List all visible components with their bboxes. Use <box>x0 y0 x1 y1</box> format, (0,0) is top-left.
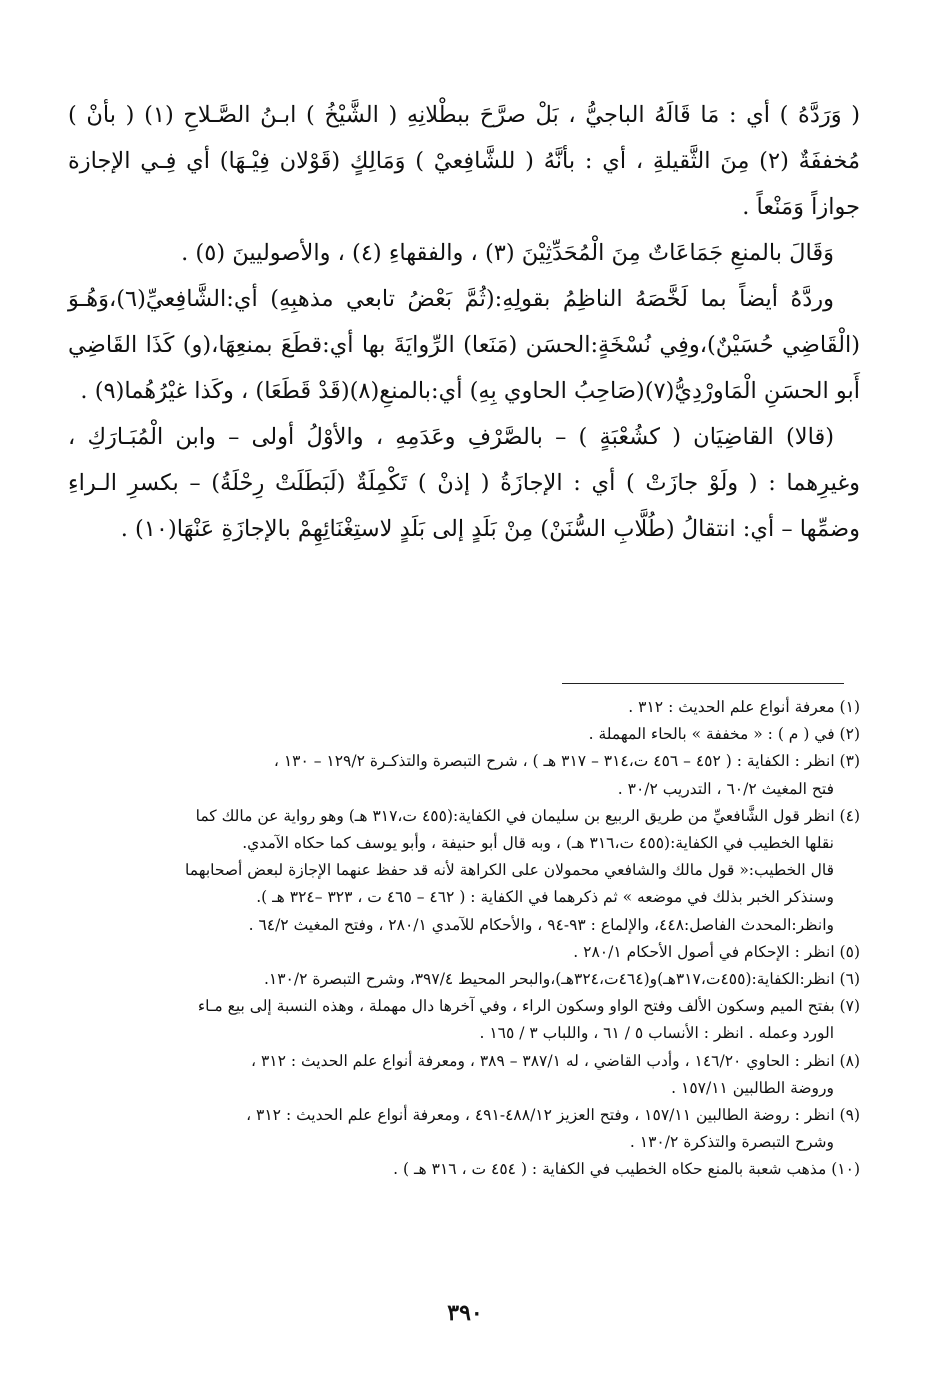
paragraph-4: (قالا) القاضِيَان ( كشُعْبَةٍ ) – بالصَّرْفِ وعَدَمِهِ ، والأوْلُ أولى – وابن الْمُبَـارَكِ ، وغيرِهما : ( ولَوْ جازَتْ ) أي : الإجازَةُ ( إذنْ ) تَكْمِلَةٌ (لَبَطَلَتْ رِحْلَةُ) – بكسرِ الـراءِ وضمِّها – أي: انتقالُ (طُلَّابِ السُّنَنْ) مِنْ بَلَدٍ إلى بَلَدٍ لاستِغْنَائِهِمْ بالإجازَةِ عَنْهَا(١٠) . <box>68 424 860 542</box>
footnote-9 <box>68 1102 860 1156</box>
main-text <box>68 92 860 552</box>
footnote-7 <box>68 993 860 1047</box>
footnote-line: فتح المغيث ٦٠/٢ ، التدريب ٣٠/٢ . <box>617 779 834 798</box>
footnote-line: (١) معرفة أنواع علم الحديث : ٣١٢ . <box>628 698 860 716</box>
footnote-6 <box>68 966 860 993</box>
footnote-line: وسنذكر الخبر بذلك في موضعه » ثم ذكرهما في الكفاية : ( ٤٦٢ – ٤٦٥ ت ، ٣٢٣ –٣٢٤ هـ ). <box>256 888 834 907</box>
paragraph-2: وَقَالَ بالمنعِ جَمَاعَاتٌ مِنَ الْمُحَدِّثِيْنَ (٣) ، والفقهاءِ (٤) ، والأصوليينَ (٥) . <box>181 240 834 266</box>
footnote-line: نقلها الخطيب في الكفاية:(٤٥٥ ت،٣١٦ هـ) ، وبه قال أبو حنيفة ، وأبو يوسف كما حكاه الآمدي. <box>242 834 834 853</box>
paragraph-3: وردَّهُ أيضاً بما لَخَّصَهُ الناظِمُ بقولِهِ:(ثُمَّ بَعْضُ تابعي مذهبِهِ) أي:الشَّافِعيِّ(٦)،وَهُـوَ (الْقَاضِي حُسَيْنٌ)،وفِي نُسْخَةٍ:الحسَن (مَنَعا) الرِّوايَةَ بها أي:قطَعَ بمنعِهَا،(و) كَذَا القَاضِي أَبو الحسَنِ الْمَاورْدِيُّ(٧)(صَاحِبُ الحاوي بِهِ) أي:بالمنعِ(٨)(قَدْ قَطَعَا) ، وكَذا غيْرُهُما(٩) . <box>68 286 860 404</box>
footnote-line: (١٠) مذهب شعبة بالمنع حكاه الخطيب في الكفاية : ( ٤٥٤ ت ، ٣١٦ هـ ) . <box>393 1160 860 1179</box>
footnote-10 <box>68 1156 860 1183</box>
footnote-8 <box>68 1048 860 1102</box>
footnote-line: (٩) انظر : روضة الطالبين ١٥٧/١١ ، وفتح العزيز ٤٨٨/١٢-٤٩١ ، ومعرفة أنواع علم الحديث : ٣١٢ ، <box>246 1106 860 1125</box>
paragraph-1: ( وَرَدَّهُ ) أي : مَا قَالَهُ الباجيُّ ، بَلْ صرَّحَ ببطْلانِهِ ( الشَّيْخُ ) ابـنُ الصَّـلاحِ (١) ( بأنْ ) مُخففَةٌ (٢) مِنَ الثَّقيلةِ ، أي : بأنَّهُ ( للشَّافِعيْ ) وَمَالِكٍ (قَوْلان فِيْـهَا) أي فِـي الإجازة جوازاً وَمَنْعاً . <box>68 102 861 220</box>
footnote-3 <box>68 748 860 802</box>
footnotes <box>68 694 860 1184</box>
footnote-line: (٢) في ( م ) : « مخففة » بالحاء المهملة . <box>588 725 860 744</box>
footnote-line: (٤) انظر قول الشَّافعيِّ من طريق الربيع بن سليمان في الكفاية:(٤٥٥ ت،٣١٧ هـ) وهو رواية عن مالك كما <box>195 806 860 825</box>
footnote-line: (٨) انظر : الحاوي ١٤٦/٢٠ ، وأدب القاضي ، له ٣٨٧/١ – ٣٨٩ ، ومعرفة أنواع علم الحديث : ٣١٢ ، <box>251 1051 860 1070</box>
footnote-line: قال الخطيب:« قول مالك والشافعي محمولان على الكراهة لأنه قد حفظ عنهما الإجازة لبعض أصحابهما <box>185 861 834 880</box>
page-number: ٣٩٠ <box>447 1300 483 1326</box>
footnote-4 <box>68 803 860 939</box>
footnote-line: (٣) انظر : الكفاية : ( ٤٥٢ – ٤٥٦ ت،٣١٤ – ٣١٧ هـ ) ، شرح التبصرة والتذكـرة ١٢٩/٢ – ١٣٠ ، <box>273 752 860 771</box>
footnote-2 <box>68 721 860 748</box>
footnote-line: (٥) انظر : الإحكام في أصول الأحكام ٢٨٠/١ . <box>573 942 860 961</box>
footnote-5 <box>68 939 860 966</box>
footnote-1 <box>68 694 860 721</box>
footnote-line: (٦) انظر:الكفاية:(٤٥٥ت،٣١٧هـ)و(٤٦٤ت،٣٢٤هـ)،والبحر المحيط ٣٩٧/٤، وشرح التبصرة ١٣٠/٢. <box>263 970 860 989</box>
footnote-line: وروضة الطالبين ١٥٧/١١ . <box>671 1078 834 1097</box>
footnote-line: وشرح التبصرة والتذكرة ١٣٠/٢ . <box>629 1133 834 1152</box>
footnote-line: وانظر:المحدث الفاصل:٤٤٨، والإلماع : ٩٣-٩٤ ، والأحكام للآمدي ٢٨٠/١ ، وفتح المغيث ٦٤/٢ . <box>248 915 834 934</box>
footnote-separator <box>562 683 844 684</box>
footnote-line: (٧) بفتح الميم وسكون الألف وفتح الواو وسكون الراء ، وفي آخرها دال مهملة ، وهذه النسبة إلى بيع مـاء <box>197 997 860 1016</box>
footnote-line: الورد وعمله . انظر : الأنساب ٥ / ٦١ ، واللباب ٣ / ١٦٥ . <box>479 1024 834 1043</box>
